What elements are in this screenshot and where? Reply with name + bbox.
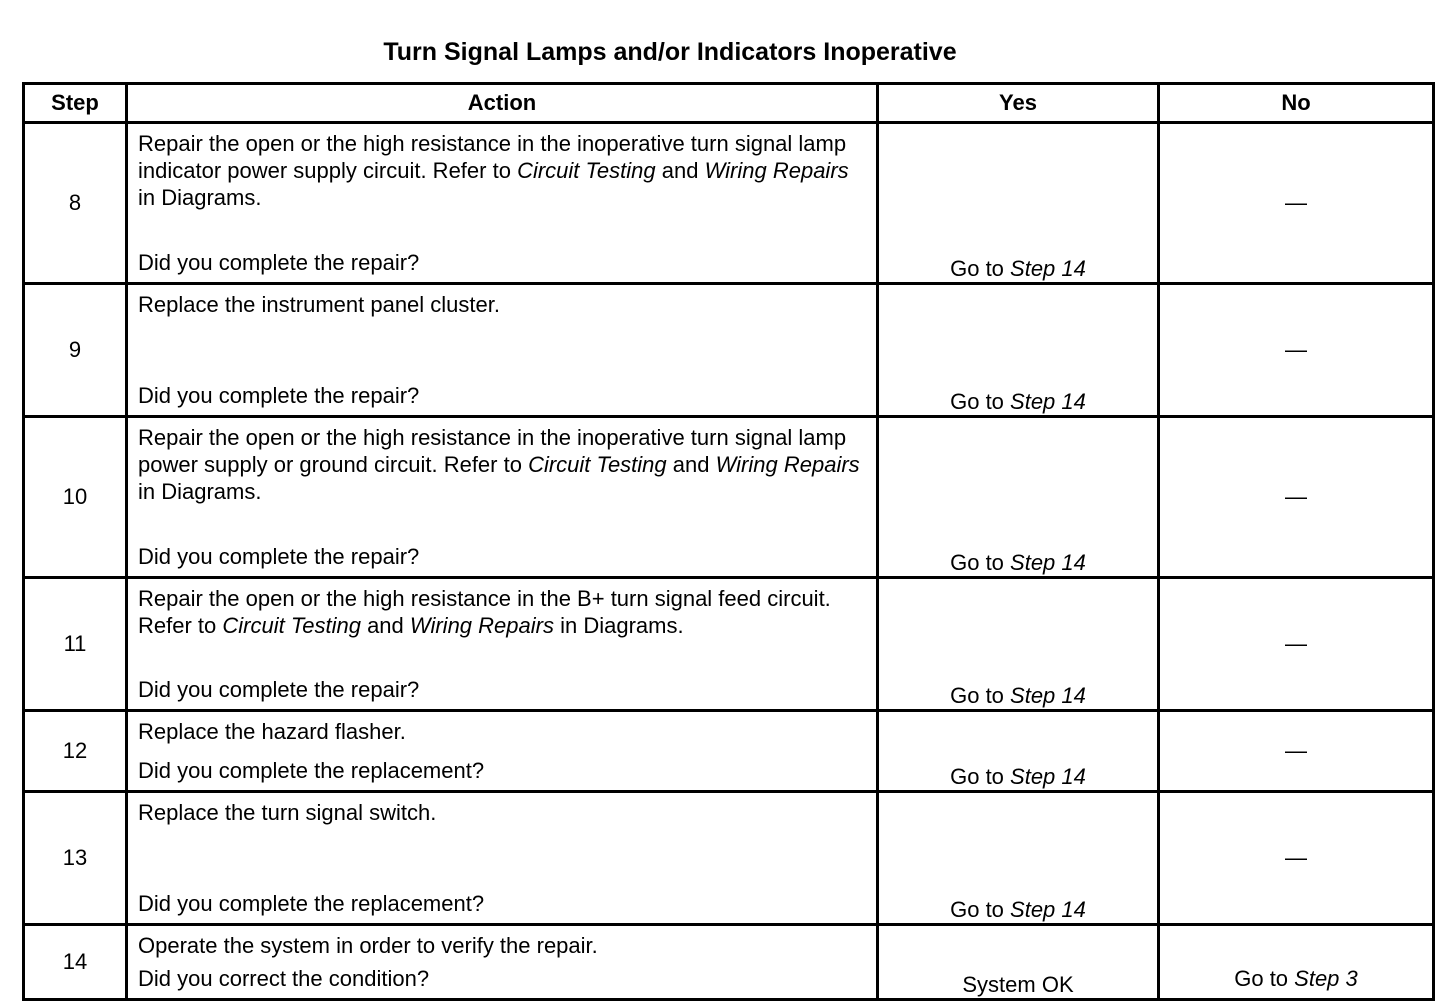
action-instruction: Repair the open or the high resistance in the B+ turn signal feed circuit. Refer to Circuit Testing and Wiring Repairs in Diagrams. xyxy=(138,586,831,638)
action-question: Did you complete the repair? xyxy=(138,250,420,275)
yes-result: Go to Step 14 xyxy=(878,792,1159,925)
action-question: Did you complete the repair? xyxy=(138,544,420,569)
action-cell xyxy=(127,284,878,417)
no-result: — xyxy=(1159,123,1434,284)
action-cell xyxy=(127,417,878,578)
action-question: Did you complete the repair? xyxy=(138,383,420,408)
action-cell xyxy=(127,578,878,711)
no-result: — xyxy=(1159,578,1434,711)
header-no: No xyxy=(1159,84,1434,123)
no-result: — xyxy=(1159,792,1434,925)
yes-result: Go to Step 14 xyxy=(878,123,1159,284)
step-number: 9 xyxy=(24,284,127,417)
no-result: — xyxy=(1159,417,1434,578)
yes-result: Go to Step 14 xyxy=(878,711,1159,792)
no-result: Go to Step 3 xyxy=(1159,925,1434,1000)
header-action: Action xyxy=(127,84,878,123)
yes-result: Go to Step 14 xyxy=(878,578,1159,711)
table-row xyxy=(24,578,1434,711)
action-question: Did you correct the condition? xyxy=(138,966,430,991)
step-number: 11 xyxy=(24,578,127,711)
action-instruction: Repair the open or the high resistance in the inoperative turn signal lamp power supply or ground circuit. Refer to Circuit Testing and Wiring Repairs in Diagrams. xyxy=(138,425,860,504)
table-row xyxy=(24,284,1434,417)
action-cell xyxy=(127,792,878,925)
page-title: Turn Signal Lamps and/or Indicators Inoperative xyxy=(383,38,957,66)
table-row xyxy=(24,417,1434,578)
action-question: Did you complete the repair? xyxy=(138,677,420,702)
no-result: — xyxy=(1159,711,1434,792)
action-question: Did you complete the replacement? xyxy=(138,891,485,916)
step-number: 8 xyxy=(24,123,127,284)
yes-result: Go to Step 14 xyxy=(878,417,1159,578)
action-question: Did you complete the replacement? xyxy=(138,758,485,783)
diagnostic-table xyxy=(22,82,1435,1001)
action-instruction: Replace the hazard flasher. xyxy=(138,719,406,744)
header-step: Step xyxy=(24,84,127,123)
table-header-row xyxy=(24,84,1434,123)
table-row xyxy=(24,711,1434,792)
action-instruction: Repair the open or the high resistance in the inoperative turn signal lamp indicator power supply circuit. Refer to Circuit Testing and Wiring Repairs in Diagrams. xyxy=(138,131,849,210)
step-number: 13 xyxy=(24,792,127,925)
yes-result: System OK xyxy=(878,925,1159,1000)
action-instruction: Replace the instrument panel cluster. xyxy=(138,292,500,317)
action-instruction: Replace the turn signal switch. xyxy=(138,800,437,825)
no-result: — xyxy=(1159,284,1434,417)
yes-result: Go to Step 14 xyxy=(878,284,1159,417)
action-cell xyxy=(127,711,878,792)
step-number: 10 xyxy=(24,417,127,578)
action-cell xyxy=(127,123,878,284)
header-yes: Yes xyxy=(878,84,1159,123)
step-number: 14 xyxy=(24,925,127,1000)
table-row xyxy=(24,792,1434,925)
action-cell xyxy=(127,925,878,1000)
action-instruction: Operate the system in order to verify the repair. xyxy=(138,933,598,958)
table-row xyxy=(24,925,1434,1000)
table-row xyxy=(24,123,1434,284)
step-number: 12 xyxy=(24,711,127,792)
